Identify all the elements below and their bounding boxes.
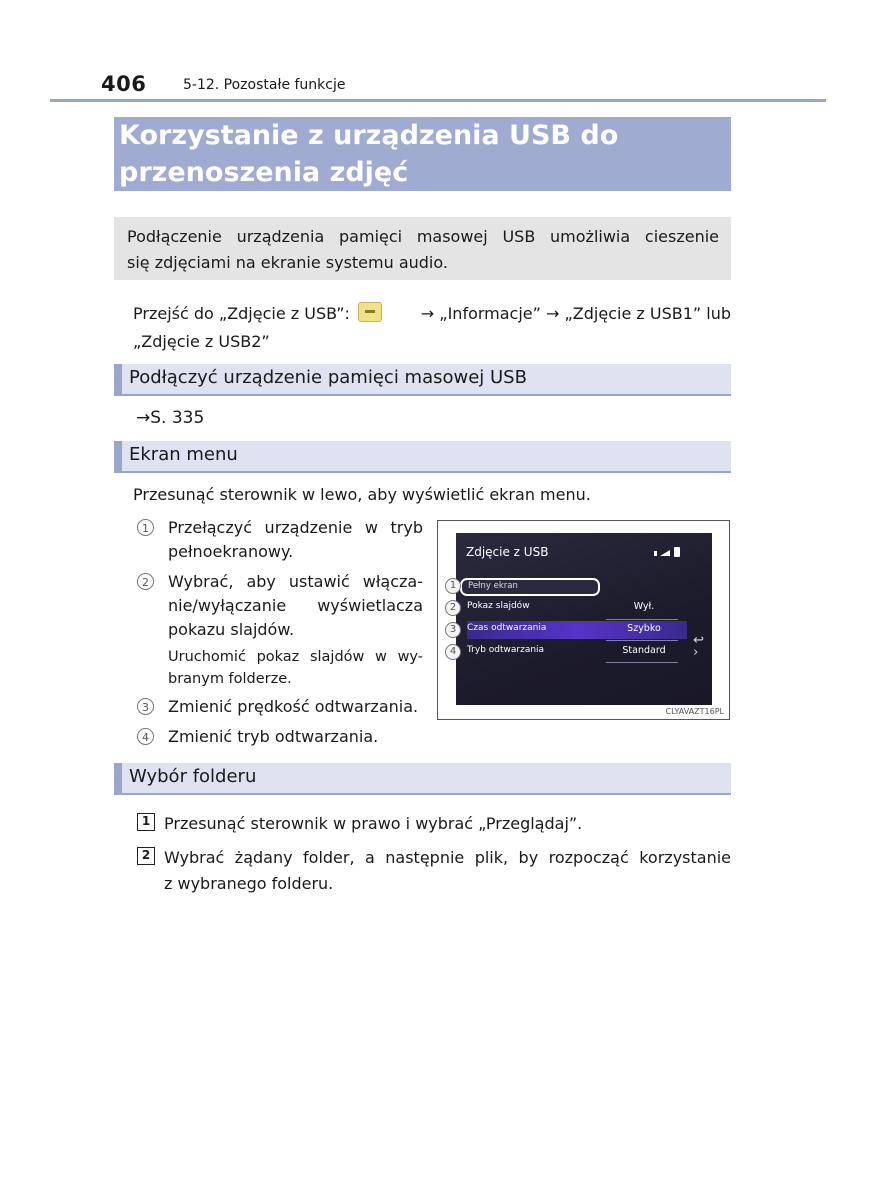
page-number: 406 xyxy=(101,72,147,96)
list-item-3-line-1: Zmienić prędkość odtwarzania. xyxy=(168,697,419,716)
step-2-line-1: Wybrać żądany folder, a następnie plik, by rozpocząć korzystanie xyxy=(164,848,731,867)
screen-row-playback-mode[interactable] xyxy=(467,643,687,661)
step-number-box: 1 xyxy=(137,813,155,831)
screen-title: Zdjęcie z USB xyxy=(466,545,549,559)
list-item-4-line-1: Zmienić tryb odtwarzania. xyxy=(168,727,379,746)
screen-row-full-screen[interactable] xyxy=(460,578,600,596)
callout-2: 2 xyxy=(445,600,461,616)
page-reference: →S. 335 xyxy=(136,408,205,428)
step-2-line-2: z wybranego folderu. xyxy=(164,874,334,893)
section-header-menu xyxy=(114,441,731,473)
image-code: CLYAVAZT16PL xyxy=(665,707,724,716)
section-heading-folder: Wybór folderu xyxy=(129,766,257,787)
list-item-2-note xyxy=(168,646,423,690)
screen-row-label: Pokaz slajdów xyxy=(467,601,530,611)
section-header-folder xyxy=(114,763,731,795)
list-item-2-note-line-2: branym folderze. xyxy=(168,671,292,687)
callout-3: 3 xyxy=(445,622,461,638)
divider xyxy=(606,662,678,663)
divider xyxy=(606,619,678,620)
step-1-line-1: Przesunąć sterownik w prawo i wybrać „Przeglądaj”. xyxy=(164,814,583,833)
screen-row-playback-time[interactable] xyxy=(467,621,687,639)
screen-row-value: Szybko xyxy=(627,623,661,634)
header-divider xyxy=(50,99,826,102)
signal-battery-icon xyxy=(652,547,686,557)
intro-line-1: Podłączenie urządzenia pamięci masowej USB umożliwia cieszenie xyxy=(127,227,719,246)
number-circle: 3 xyxy=(137,698,154,715)
section-header-connect xyxy=(114,364,731,396)
navigation-path xyxy=(133,300,731,356)
list-item-2-line-3: pokazu slajdów. xyxy=(168,620,295,639)
screen-row-label: Czas odtwarzania xyxy=(467,623,547,633)
chapter-title: 5-12. Pozostałe funkcje xyxy=(183,77,346,93)
menu-screen-illustration xyxy=(437,520,730,720)
list-item-2-note-line-1: Uruchomić pokaz slajdów w wy- xyxy=(168,649,423,665)
navigation-step-2: „Zdjęcie z USB2” xyxy=(133,332,270,351)
list-item-2-line-1: Wybrać, aby ustawić włącza- xyxy=(168,572,423,591)
screen-row-label: Tryb odtwarzania xyxy=(467,645,545,655)
page-title-line-1: Korzystanie z urządzenia USB do xyxy=(119,120,619,151)
intro-text xyxy=(127,224,719,276)
page-title-line-2: przenoszenia zdjęć xyxy=(119,157,409,188)
divider xyxy=(606,640,678,641)
number-circle: 1 xyxy=(137,519,154,536)
section-heading-menu: Ekran menu xyxy=(129,444,238,465)
step-number-box: 2 xyxy=(137,847,155,865)
callout-1: 1 xyxy=(445,578,461,594)
section-heading-connect: Podłączyć urządzenie pamięci masowej USB xyxy=(129,367,527,388)
screen-row-value: Standard xyxy=(622,645,666,656)
number-circle: 4 xyxy=(137,728,154,745)
intro-line-2: się zdjęciami na ekranie systemu audio. xyxy=(127,253,448,272)
navigation-prefix: Przejść do „Zdjęcie z USB”: xyxy=(133,304,350,323)
menu-description: Przesunąć sterownik w lewo, aby wyświetlić ekran menu. xyxy=(133,485,591,504)
back-arrow-icon[interactable]: ↩ › xyxy=(693,633,704,660)
screen-row-label: Pełny ekran xyxy=(468,581,518,591)
list-item-1-line-1: Przełączyć urządzenie w tryb xyxy=(168,518,423,537)
audio-screen xyxy=(449,533,712,705)
screen-row-slideshow[interactable] xyxy=(467,599,687,617)
section-accent-bar xyxy=(114,441,122,471)
callout-4: 4 xyxy=(445,644,461,660)
number-circle: 2 xyxy=(137,573,154,590)
menu-button-icon xyxy=(358,302,382,322)
section-accent-bar xyxy=(114,364,122,394)
list-item-1-line-2: pełnoekranowy. xyxy=(168,542,294,561)
page-title xyxy=(119,117,719,191)
section-accent-bar xyxy=(114,763,122,793)
list-item-2-line-2: nie/wyłączanie wyświetlacza xyxy=(168,596,423,615)
screen-row-value: Wył. xyxy=(633,601,655,612)
navigation-step-1: → „Informacje” → „Zdjęcie z USB1” lub xyxy=(420,304,731,323)
